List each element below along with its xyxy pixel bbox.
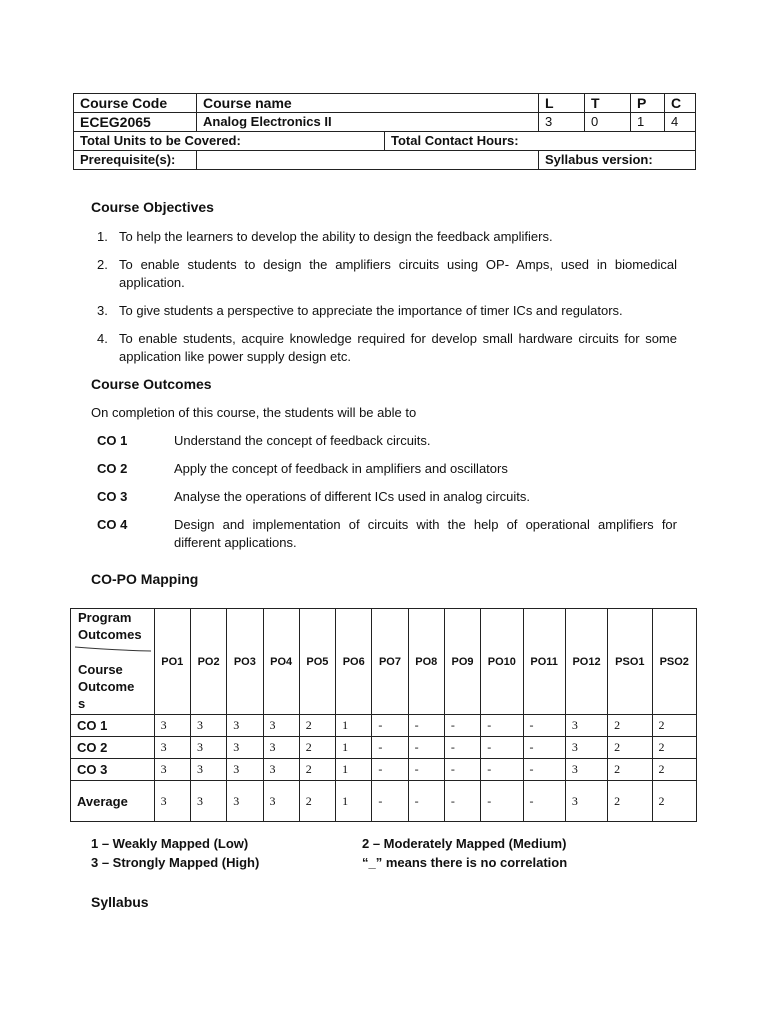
objective-text: To enable students to design the amplifiers circuits using OP- Amps, used in biomedical application. xyxy=(119,257,677,290)
c-value: 4 xyxy=(665,113,696,132)
objective-text: To enable students, acquire knowledge required for develop small hardware circuits for some application like power supply design etc. xyxy=(119,331,677,364)
mapping-cell: 3 xyxy=(263,715,299,737)
course-code-label: Course Code xyxy=(74,94,197,113)
mapping-cell: 3 xyxy=(190,737,226,759)
course-name-label: Course name xyxy=(197,94,539,113)
mapping-row-label: Average xyxy=(71,781,155,822)
mapping-cell: 2 xyxy=(299,781,335,822)
mapping-cell: - xyxy=(444,781,480,822)
outcome-text: Understand the concept of feedback circuits. xyxy=(174,433,431,448)
outcome-text: Design and implementation of circuits with the help of operational amplifiers for different applications. xyxy=(174,517,677,550)
mapping-cell: 3 xyxy=(565,759,607,781)
outcome-item xyxy=(97,516,677,552)
outcome-text: Apply the concept of feedback in amplifiers and oscillators xyxy=(174,461,508,476)
mapping-row-label: CO 2 xyxy=(71,737,155,759)
column-header: PO7 xyxy=(372,609,408,715)
course-code-value: ECEG2065 xyxy=(74,113,197,132)
legend-none: “_” means there is no correlation xyxy=(362,855,568,870)
mapping-cell: 2 xyxy=(652,759,696,781)
outcome-item xyxy=(97,432,677,450)
objectives-heading: Course Objectives xyxy=(91,199,214,215)
mapping-cell: 3 xyxy=(263,759,299,781)
column-header: PO9 xyxy=(444,609,480,715)
objective-item xyxy=(91,256,677,292)
mapping-cell: 2 xyxy=(652,715,696,737)
mapping-row xyxy=(71,737,697,759)
corner-program-label: Program xyxy=(78,610,132,625)
mapping-cell: 3 xyxy=(190,781,226,822)
mapping-cell: 2 xyxy=(608,737,652,759)
outcomes-heading: Course Outcomes xyxy=(91,376,212,392)
mapping-cell: 1 xyxy=(336,759,372,781)
mapping-row xyxy=(71,781,697,822)
column-header: PO5 xyxy=(299,609,335,715)
mapping-cell: 3 xyxy=(263,737,299,759)
mapping-cell: - xyxy=(408,759,444,781)
mapping-cell: - xyxy=(523,759,565,781)
course-info-units-row xyxy=(74,132,696,151)
column-header: PO4 xyxy=(263,609,299,715)
mapping-cell: 2 xyxy=(608,781,652,822)
objective-number: 2. xyxy=(97,257,108,272)
prerequisite-label: Prerequisite(s): xyxy=(74,151,197,170)
outcome-item xyxy=(97,488,677,506)
mapping-cell: 2 xyxy=(299,715,335,737)
p-label: P xyxy=(631,94,665,113)
mapping-cell: 3 xyxy=(227,781,263,822)
co-po-mapping-table xyxy=(70,608,697,822)
column-header: PO10 xyxy=(481,609,523,715)
mapping-cell: 2 xyxy=(299,737,335,759)
column-header: PSO1 xyxy=(608,609,652,715)
outcome-code: CO 1 xyxy=(97,433,128,448)
mapping-cell: - xyxy=(408,715,444,737)
c-label: C xyxy=(665,94,696,113)
mapping-body xyxy=(71,715,697,822)
mapping-cell: - xyxy=(444,759,480,781)
column-header: PO8 xyxy=(408,609,444,715)
mapping-cell: 3 xyxy=(227,715,263,737)
mapping-row-label: CO 3 xyxy=(71,759,155,781)
course-name-value: Analog Electronics II xyxy=(197,113,539,132)
mapping-cell: - xyxy=(481,759,523,781)
mapping-heading: CO-PO Mapping xyxy=(91,571,199,587)
objective-item xyxy=(91,330,677,366)
mapping-cell: 3 xyxy=(263,781,299,822)
mapping-cell: - xyxy=(408,737,444,759)
legend-low: 1 – Weakly Mapped (Low) xyxy=(91,836,249,851)
mapping-row xyxy=(71,759,697,781)
t-value: 0 xyxy=(585,113,631,132)
legend-high: 3 – Strongly Mapped (High) xyxy=(91,855,260,870)
mapping-row xyxy=(71,715,697,737)
objective-text: To give students a perspective to appreciate the importance of timer ICs and regulators. xyxy=(119,303,623,318)
outcome-code: CO 4 xyxy=(97,517,128,532)
mapping-corner-cell xyxy=(71,609,155,715)
t-label: T xyxy=(585,94,631,113)
column-header: PO12 xyxy=(565,609,607,715)
mapping-cell: 3 xyxy=(190,759,226,781)
mapping-cell: - xyxy=(372,781,408,822)
prerequisite-value xyxy=(197,151,539,170)
objective-number: 3. xyxy=(97,303,108,318)
outcome-code: CO 3 xyxy=(97,489,128,504)
outcome-item xyxy=(97,460,677,478)
corner-course-label: Course xyxy=(78,662,123,677)
outcome-code: CO 2 xyxy=(97,461,128,476)
mapping-cell: 2 xyxy=(652,781,696,822)
course-info-header-row xyxy=(74,94,696,113)
l-label: L xyxy=(539,94,585,113)
objective-item xyxy=(91,302,677,320)
l-value: 3 xyxy=(539,113,585,132)
mapping-cell: 2 xyxy=(299,759,335,781)
mapping-cell: 3 xyxy=(227,737,263,759)
mapping-cell: - xyxy=(372,715,408,737)
mapping-cell: - xyxy=(523,737,565,759)
outcomes-intro: On completion of this course, the students will be able to xyxy=(91,405,417,420)
legend-medium: 2 – Moderately Mapped (Medium) xyxy=(362,836,567,851)
course-info-prereq-row xyxy=(74,151,696,170)
mapping-cell: 3 xyxy=(154,759,190,781)
p-value: 1 xyxy=(631,113,665,132)
column-header: PO11 xyxy=(523,609,565,715)
corner-outcome-label: Outcome xyxy=(78,679,135,694)
column-header: PSO2 xyxy=(652,609,696,715)
column-header: PO3 xyxy=(227,609,263,715)
mapping-cell: - xyxy=(481,737,523,759)
syllabus-heading: Syllabus xyxy=(91,894,149,910)
mapping-row-label: CO 1 xyxy=(71,715,155,737)
mapping-cell: - xyxy=(523,781,565,822)
objective-number: 1. xyxy=(97,229,108,244)
mapping-cell: 3 xyxy=(154,737,190,759)
mapping-cell: 3 xyxy=(154,715,190,737)
mapping-cell: - xyxy=(372,737,408,759)
total-contact-hours-label: Total Contact Hours: xyxy=(385,132,696,151)
mapping-cell: 3 xyxy=(227,759,263,781)
mapping-cell: 2 xyxy=(608,715,652,737)
mapping-cell: - xyxy=(408,781,444,822)
column-header: PO6 xyxy=(336,609,372,715)
mapping-cell: - xyxy=(481,715,523,737)
outcome-text: Analyse the operations of different ICs used in analog circuits. xyxy=(174,489,531,504)
objectives-list xyxy=(91,228,677,376)
mapping-cell: 1 xyxy=(336,781,372,822)
mapping-cell: 1 xyxy=(336,737,372,759)
syllabus-version-label: Syllabus version: xyxy=(539,151,696,170)
objective-item xyxy=(91,228,677,246)
mapping-cell: - xyxy=(444,737,480,759)
course-info-table xyxy=(73,93,696,170)
mapping-cell: 2 xyxy=(608,759,652,781)
objective-number: 4. xyxy=(97,331,108,346)
course-info-value-row xyxy=(74,113,696,132)
mapping-header-row xyxy=(71,609,697,715)
mapping-cell: 1 xyxy=(336,715,372,737)
mapping-cell: 3 xyxy=(190,715,226,737)
column-header: PO2 xyxy=(190,609,226,715)
objective-text: To help the learners to develop the ability to design the feedback amplifiers. xyxy=(119,229,553,244)
total-units-label: Total Units to be Covered: xyxy=(74,132,385,151)
mapping-cell: - xyxy=(372,759,408,781)
mapping-cell: 3 xyxy=(565,737,607,759)
mapping-cell: 3 xyxy=(565,715,607,737)
mapping-cell: 2 xyxy=(652,737,696,759)
mapping-cell: - xyxy=(444,715,480,737)
mapping-cell: - xyxy=(523,715,565,737)
column-header: PO1 xyxy=(154,609,190,715)
corner-s-label: s xyxy=(78,696,86,711)
mapping-cell: 3 xyxy=(565,781,607,822)
corner-outcomes-label: Outcomes xyxy=(78,627,142,642)
mapping-cell: - xyxy=(481,781,523,822)
mapping-cell: 3 xyxy=(154,781,190,822)
